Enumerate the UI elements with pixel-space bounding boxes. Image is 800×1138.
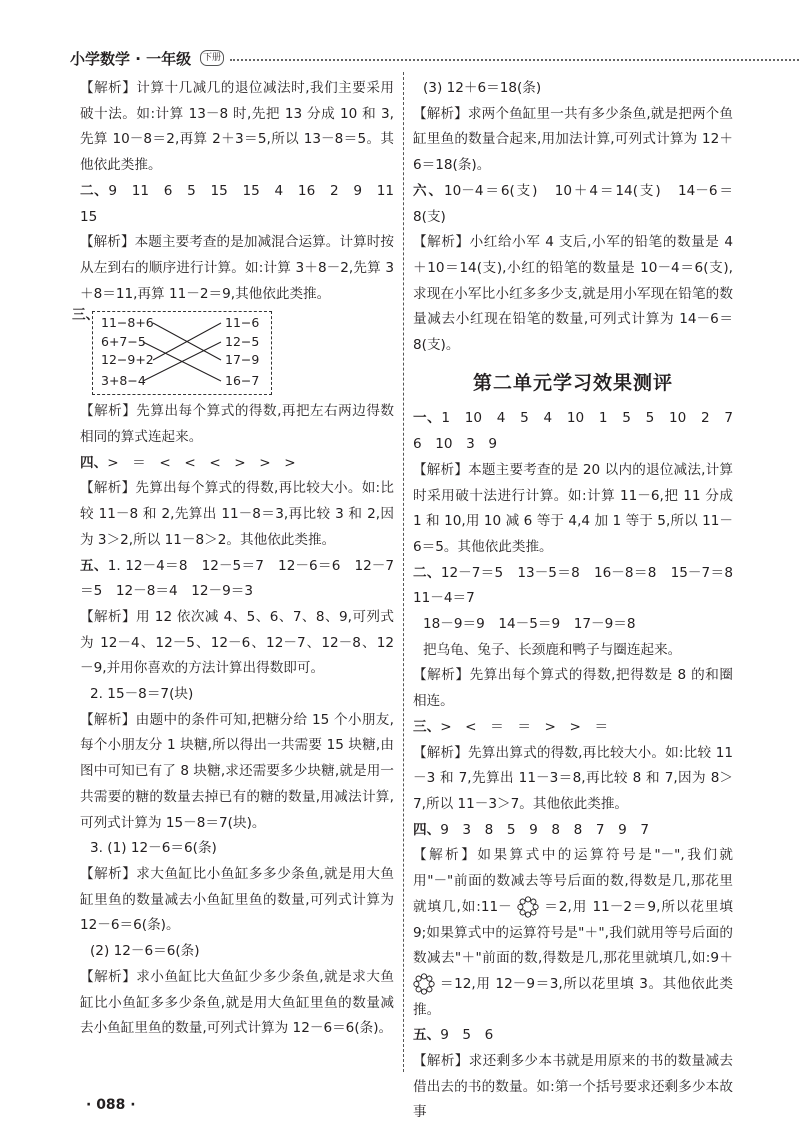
- answers: 9 11 6 5 15 15 4 16 2 9 11 15: [80, 182, 408, 225]
- match-left-item: 12−9+2: [101, 352, 154, 368]
- answer-line: [413, 715, 733, 741]
- answers: 1 10 4 5 4 10 1 5 5 10 2 7 6 10 3 9: [413, 410, 747, 453]
- section-label: 六、: [413, 182, 444, 199]
- header-title: 小学数学 · 一年级: [70, 50, 192, 68]
- flower-icon: [517, 896, 539, 918]
- section-label: 五、: [80, 557, 108, 574]
- explanation: 【解析】由题中的条件可知,把糖分给 15 个小朋友,每个小朋友分 1 块糖,所以得出一共需要 15 块糖,由图中可知已有了 8 块糖,求还需要多少块糖,就是用一共需要的糖的数量去掉已有的糖的数量,用减法计算,可列式计算为 15－8＝7(块)。: [80, 711, 394, 831]
- grade-badge: 下册: [200, 50, 224, 66]
- answers: 9 3 8 5 9 8 8 7 9 7: [440, 821, 650, 838]
- match-right-item: 16−7: [225, 373, 260, 389]
- answer-line: [413, 406, 747, 457]
- answer-line: [80, 179, 408, 230]
- flower-icon: [413, 973, 435, 995]
- answers: 12－7＝5 13－5＝8 16－8＝8 15－7＝8 11－4＝7: [413, 564, 747, 607]
- explanation: 【解析】用 12 依次减 4、5、6、7、8、9,可列式为 12－4、12－5、12－6、12－7、12－8、12－9,并用你喜欢的方法计算出得数即可。: [80, 608, 394, 677]
- unit-title: 第二单元学习效果测评: [472, 371, 673, 394]
- answer-line: 18－9＝9 14－5＝9 17－9＝8: [423, 616, 636, 633]
- explanation-part: ＝12,用 12－9＝3,所以花里填 3。其他依此类推。: [413, 975, 733, 1018]
- answers: 10－4＝6(支) 10＋4＝14(支) 14－6＝8(支): [413, 182, 733, 225]
- explanation: 【解析】求小鱼缸比大鱼缸少多少条鱼,就是求大鱼缸比小鱼缸多多少条鱼,就是用大鱼缸里鱼的数量减去小鱼缸里鱼的数量,可列式计算为 12－6＝6(条)。: [80, 968, 394, 1037]
- answer-line: [80, 451, 394, 477]
- match-left-item: 3+8−4: [101, 373, 146, 389]
- answer-line: [413, 179, 733, 230]
- answer-line: [80, 554, 394, 605]
- section-label: 三、: [72, 307, 100, 324]
- answers: > < ＝ ＝ > > ＝: [440, 718, 609, 735]
- answer-line: (3) 12＋6＝18(条): [423, 80, 542, 96]
- answers: 1. 12－4＝8 12－5＝7 12－6＝6 12－7＝5 12－8＝4 12－9＝3: [80, 557, 394, 600]
- explanation: 【解析】先算出算式的得数,再比较大小。如:比较 11－3 和 7,先算出 11－3＝8,再比较 8 和 7,因为 8＞7,所以 11－3＞7。其他依此类推。: [413, 744, 733, 812]
- explanation-part: 【解析】如果算式中的运算符号是"－",我们就用"－"前面的数减去等号后面的数,得数是几,那花里就填几,如:11－: [413, 847, 733, 915]
- answer-line: [413, 561, 747, 612]
- explanation: 【解析】计算十几减几的退位减法时,我们主要采用破十法。如:计算 13－8 时,先把 13 分成 10 和 3,先算 10－8＝2,再算 2＋3＝5,所以 13－8＝5。其他依此类推。: [80, 80, 394, 174]
- explanation: 【解析】求两个鱼缸里一共有多少条鱼,就是把两个鱼缸里鱼的数量合起来,用加法计算,可列式计算为 12＋6＝18(条)。: [413, 105, 733, 174]
- explanation: 【解析】本题主要考查的是加减混合运算。计算时按从左到右的顺序进行计算。如:计算 3＋8－2,先算 3＋8＝11,再算 11－2＝9,其他依此类推。: [80, 234, 394, 302]
- section-label: 四、: [413, 821, 441, 838]
- answer-line: 把乌龟、兔子、长颈鹿和鸭子与圈连起来。: [423, 641, 682, 658]
- right-column: [413, 76, 747, 1126]
- answers: > ＝ < < < > > >: [107, 454, 296, 471]
- answers: 9 5 6: [440, 1027, 494, 1044]
- section-label: 五、: [413, 1027, 441, 1044]
- explanation: 【解析】先算出每个算式的得数,再把左右两边得数相同的算式连起来。: [80, 403, 394, 446]
- answer-line: (2) 12－6＝6(条): [90, 943, 200, 960]
- explanation: 【解析】先算出每个算式的得数,再比较大小。如:比较 11－8 和 2,先算出 11－8＝3,再比较 3 和 2,因为 3＞2,所以 11－8＞2。其他依此类推。: [80, 480, 394, 548]
- answer-line: [413, 1023, 733, 1049]
- explanation: 【解析】先算出每个算式的得数,把得数是 8 的和圈相连。: [413, 667, 733, 710]
- column-divider: [403, 72, 404, 1072]
- matching-box: [92, 311, 272, 395]
- matching-exercise: [72, 307, 394, 399]
- explanation: [413, 843, 733, 1023]
- explanation: 【解析】本题主要考查的是 20 以内的退位减法,计算时采用破十法进行计算。如:计算 11－6,把 11 分成 1 和 10,用 10 减 6 等于 4,4 加 1 等于 5,所以 11－6＝5。其他依此类推。: [413, 461, 733, 555]
- answer-line: 3. (1) 12－6＝6(条): [90, 840, 217, 857]
- match-right-item: 12−5: [225, 334, 260, 350]
- page-number: · 088 ·: [86, 1097, 136, 1113]
- explanation-part: ＝2,用 11－2＝9,所以花里填 9;如果算式中的运算符号是"＋",我们就用等号后面的数减去"＋"前面的数,得数是几,那花里就填几,如:9＋: [413, 898, 733, 967]
- explanation: 【解析】求大鱼缸比小鱼缸多多少条鱼,就是用大鱼缸里鱼的数量减去小鱼缸里鱼的数量,可列式计算为 12－6＝6(条)。: [80, 865, 394, 934]
- section-label: 二、: [413, 564, 441, 581]
- page-header: [70, 48, 750, 70]
- explanation: 【解析】小红给小军 4 支后,小军的铅笔的数量是 4＋10＝14(支),小红的铅笔的数量是 10－4＝6(支),求现在小军比小红多多少支,就是用小军现在铅笔的数量减去小红现在铅笔的数量,可列式计算为 14－6＝8(支)。: [413, 234, 733, 354]
- section-label: 二、: [80, 182, 109, 199]
- answer-line: [413, 818, 733, 844]
- section-label: 三、: [413, 718, 441, 735]
- match-left-item: 6+7−5: [101, 334, 146, 350]
- match-left-item: 11−8+6: [101, 315, 154, 331]
- left-column: [72, 76, 408, 1042]
- match-right-item: 11−6: [225, 315, 260, 331]
- header-dotted-rule: [230, 59, 800, 61]
- match-right-item: 17−9: [225, 352, 260, 368]
- explanation: 【解析】求还剩多少本书就是用原来的书的数量减去借出去的书的数量。如:第一个括号要求还剩多少本故事: [413, 1053, 733, 1121]
- answer-line: 2. 15－8＝7(块): [90, 686, 194, 703]
- section-label: 一、: [413, 410, 442, 427]
- section-label: 四、: [80, 454, 108, 471]
